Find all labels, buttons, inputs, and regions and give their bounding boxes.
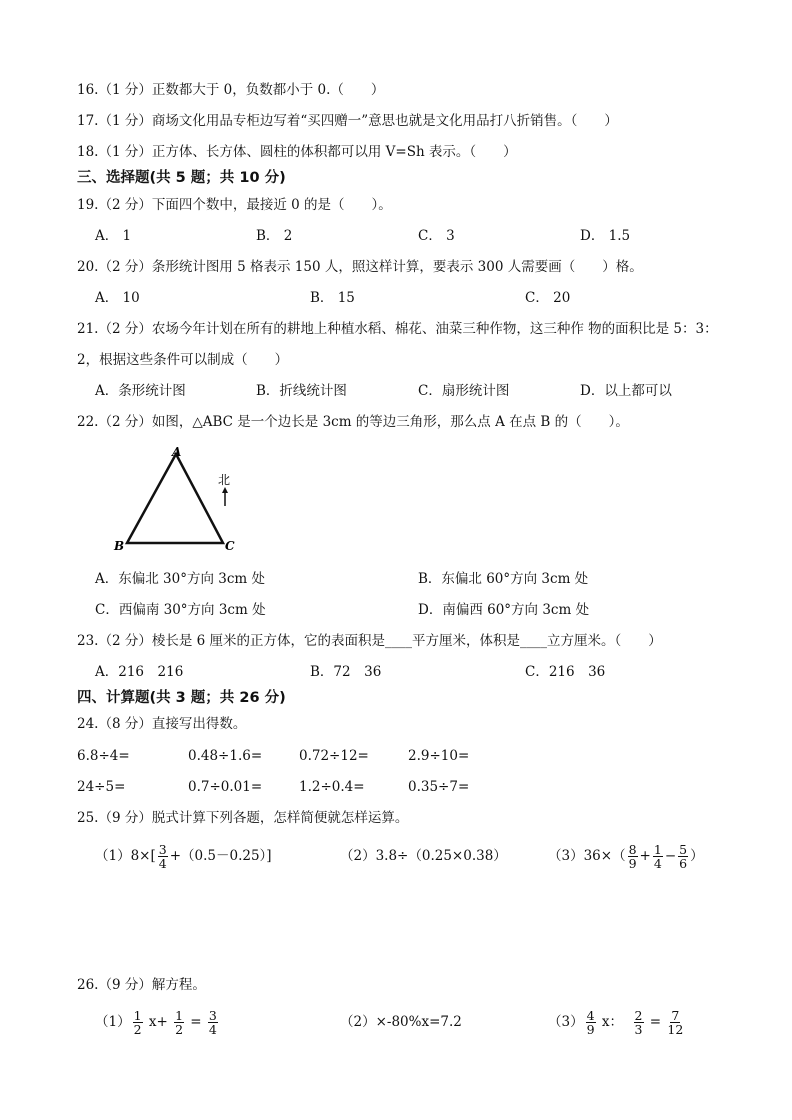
calc-item: 24÷5= <box>77 779 126 795</box>
numerator: 7 <box>671 1008 680 1023</box>
question-18: 18.（1 分）正方体、长方体、圆柱的体积都可以用 V=Sh 表示。（ ） <box>77 144 517 160</box>
vertex-c-label: C <box>225 539 235 553</box>
denominator: 9 <box>628 856 637 871</box>
expr-text: x+ <box>144 1014 173 1030</box>
expression-3 <box>548 841 704 871</box>
fraction <box>678 843 688 870</box>
numerator: 3 <box>208 1008 217 1023</box>
expr-text: ） <box>690 848 704 864</box>
denominator: 4 <box>208 1022 217 1037</box>
calc-item: 1.2÷0.4= <box>299 779 365 795</box>
denominator: 4 <box>158 856 167 871</box>
numerator: 3 <box>158 842 167 857</box>
question-21: 21.（2 分）农场今年计划在所有的耕地上种植水稻、棉花、油菜三种作物，这三种作 物的面积比是 5：3： <box>77 321 718 337</box>
question-19: 19.（2 分）下面四个数中，最接近 0 的是（ ）。 <box>77 197 392 213</box>
calc-item: 2.9÷10= <box>408 748 470 764</box>
expression-2: （2）3.8÷（0.25×0.38） <box>340 848 507 864</box>
fraction <box>634 1009 644 1036</box>
option-d: D． 1.5 <box>580 228 631 244</box>
option-a: A．条形统计图 <box>95 383 186 399</box>
question-23: 23.（2 分）棱长是 6 厘米的正方体，它的表面积是____平方厘米，体积是____立方厘米。（ ） <box>77 633 662 649</box>
denominator: 2 <box>175 1022 184 1037</box>
vertex-a-label: A <box>172 445 182 459</box>
option-c: C．216 36 <box>525 664 606 680</box>
denominator: 3 <box>634 1022 643 1037</box>
triangle-figure <box>100 440 260 560</box>
question-26: 26.（9 分）解方程。 <box>77 977 206 993</box>
expression-1 <box>95 841 272 871</box>
operator: = <box>186 1014 206 1030</box>
north-label: 北 <box>218 473 231 487</box>
expr-text: （1）8×[ <box>95 848 156 864</box>
option-a: A．216 216 <box>95 664 184 680</box>
denominator: 4 <box>653 856 662 871</box>
fraction <box>586 1009 596 1036</box>
equation-3 <box>548 1007 685 1037</box>
fraction <box>628 843 638 870</box>
denominator: 9 <box>586 1022 595 1037</box>
calc-item: 0.72÷12= <box>299 748 369 764</box>
north-arrow-icon <box>222 487 228 506</box>
expr-text: x： <box>597 1014 632 1030</box>
option-a: A． 10 <box>95 290 140 306</box>
calc-item: 6.8÷4= <box>77 748 130 764</box>
option-c: C． 20 <box>525 290 571 306</box>
expr-text: +（0.5－0.25）] <box>169 848 272 864</box>
operator: + <box>639 848 651 864</box>
calc-item: 0.7÷0.01= <box>188 779 263 795</box>
option-c: C．西偏南 30°方向 3cm 处 <box>95 602 266 618</box>
expr-text: （1） <box>95 1014 131 1030</box>
option-c: C．扇形统计图 <box>418 383 510 399</box>
question-22: 22.（2 分）如图，△ABC 是一个边长是 3cm 的等边三角形，那么点 A 在点 B 的（ ）。 <box>77 414 629 430</box>
denominator: 6 <box>679 856 688 871</box>
option-a: A． 1 <box>95 228 132 244</box>
option-d: D．以上都可以 <box>580 383 672 399</box>
numerator: 1 <box>175 1008 184 1023</box>
fraction <box>158 843 168 870</box>
question-25: 25.（9 分）脱式计算下列各题，怎样简便就怎样运算。 <box>77 810 409 826</box>
numerator: 4 <box>586 1008 595 1023</box>
numerator: 5 <box>679 842 688 857</box>
operator: = <box>645 1014 666 1030</box>
option-b: B．折线统计图 <box>256 383 347 399</box>
question-21-cont: 2，根据这些条件可以制成（ ） <box>77 352 289 368</box>
option-a: A．东偏北 30°方向 3cm 处 <box>95 571 266 587</box>
question-20: 20.（2 分）条形统计图用 5 格表示 150 人，照这样计算，要表示 300 人需要画（ ）格。 <box>77 259 643 275</box>
option-b: B． 2 <box>256 228 293 244</box>
option-b: B．72 36 <box>310 664 382 680</box>
fraction <box>133 1009 143 1036</box>
equation-2: （2）×-80%x=7.2 <box>340 1014 462 1030</box>
option-d: D．南偏西 60°方向 3cm 处 <box>418 602 590 618</box>
section-heading-calc: 四、计算题(共 3 题；共 26 分) <box>77 690 286 706</box>
question-17: 17.（1 分）商场文化用品专柜边写着“买四赠一”意思也就是文化用品打八折销售。（ ） <box>77 113 618 129</box>
option-c: C． 3 <box>418 228 455 244</box>
expr-text: （3）36×（ <box>548 848 626 864</box>
numerator: 1 <box>133 1008 142 1023</box>
numerator: 2 <box>634 1008 643 1023</box>
denominator: 2 <box>133 1022 142 1037</box>
option-b: B．东偏北 60°方向 3cm 处 <box>418 571 589 587</box>
option-b: B． 15 <box>310 290 355 306</box>
question-24: 24.（8 分）直接写出得数。 <box>77 716 247 732</box>
fraction <box>174 1009 184 1036</box>
denominator: 12 <box>667 1022 684 1037</box>
numerator: 8 <box>628 842 637 857</box>
operator: − <box>664 848 677 864</box>
vertex-b-label: B <box>114 539 125 553</box>
expr-text: （3） <box>548 1014 584 1030</box>
section-heading-choice: 三、选择题(共 5 题；共 10 分) <box>77 170 286 186</box>
fraction <box>653 843 663 870</box>
fraction <box>667 1009 683 1036</box>
fraction <box>208 1009 218 1036</box>
numerator: 1 <box>653 842 662 857</box>
calc-item: 0.48÷1.6= <box>188 748 263 764</box>
calc-item: 0.35÷7= <box>408 779 470 795</box>
question-16: 16.（1 分）正数都大于 0，负数都小于 0.（ ） <box>77 82 385 98</box>
equation-1 <box>95 1007 220 1037</box>
